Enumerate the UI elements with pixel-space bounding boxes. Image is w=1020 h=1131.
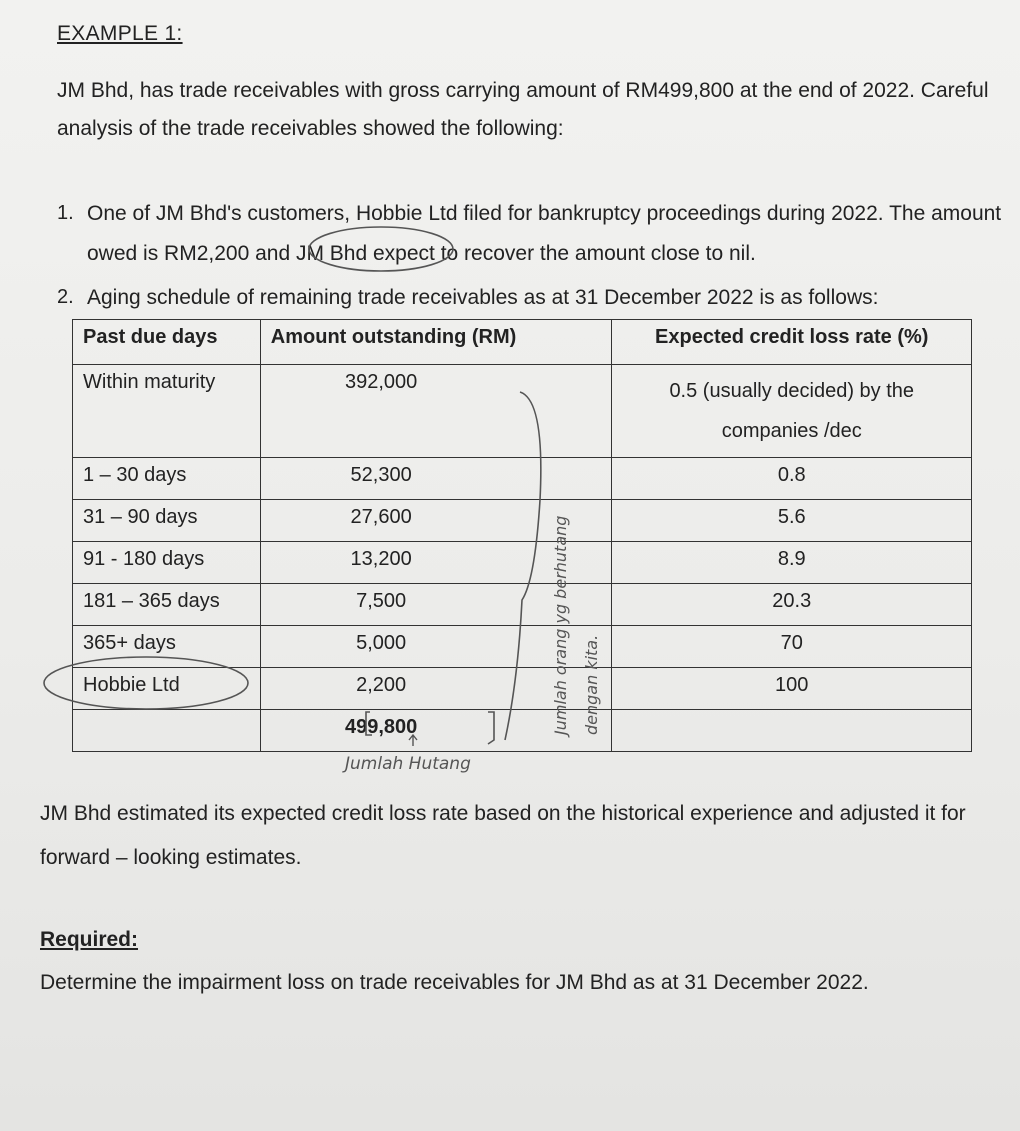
cell-rate: 5.6 xyxy=(612,500,972,542)
cell-days: Hobbie Ltd xyxy=(73,668,261,710)
cell-days: Within maturity xyxy=(73,365,261,458)
cell-days: 1 – 30 days xyxy=(73,458,261,500)
cell-rate: 70 xyxy=(612,626,972,668)
cell-amount: 5,000 xyxy=(260,626,612,668)
cell-rate: 8.9 xyxy=(612,542,972,584)
handwritten-vertical-note-1: Jumlah orang yg berhutang xyxy=(551,515,570,735)
cell-rate: 0.8 xyxy=(612,458,972,500)
closing-paragraph: JM Bhd estimated its expected credit loss rate based on the historical experience and adjusted it for forward – looking estimates. xyxy=(40,802,966,869)
list-item-number: 2. xyxy=(57,286,74,308)
arrow-up-icon xyxy=(409,735,417,746)
circle-around-amount xyxy=(309,227,453,271)
header-ecl-rate: Expected credit loss rate (%) xyxy=(612,320,972,365)
header-past-due-days: Past due days xyxy=(73,320,261,365)
cell-amount: 52,300 xyxy=(260,458,612,500)
cell-amount: 2,200 xyxy=(260,668,612,710)
cell-rate: 100 xyxy=(612,668,972,710)
circle-around-hobbie-ltd xyxy=(44,657,248,709)
cell-days: 181 – 365 days xyxy=(73,584,261,626)
bracket-left xyxy=(366,712,372,735)
cell-days: 91 - 180 days xyxy=(73,542,261,584)
cell-total-amount: 499,800 xyxy=(260,710,612,752)
cell-rate: 20.3 xyxy=(612,584,972,626)
cell-amount: 7,500 xyxy=(260,584,612,626)
required-label: Required: xyxy=(40,928,139,951)
bracket-right xyxy=(488,712,494,744)
brace-line xyxy=(505,392,541,740)
list-item-number: 1. xyxy=(57,202,74,224)
cell-amount: 392,000 xyxy=(260,365,612,458)
list-item-text: Aging schedule of remaining trade receivables as at 31 December 2022 is as follows: xyxy=(87,286,879,309)
cell-amount: 13,200 xyxy=(260,542,612,584)
intro-paragraph: JM Bhd, has trade receivables with gross carrying amount of RM499,800 at the end of 2022. Careful analysis of the trade receivables showed the following: xyxy=(57,79,989,140)
header-amount-outstanding: Amount outstanding (RM) xyxy=(260,320,612,365)
list-item-text: One of JM Bhd's customers, Hobbie Ltd filed for bankruptcy proceedings during 2022. The amount owed is RM2,200 and JM Bhd expect to recover the amount close to nil. xyxy=(87,202,1002,265)
handwritten-total-label: Jumlah Hutang xyxy=(345,754,471,774)
example-title: EXAMPLE 1: xyxy=(57,22,183,45)
cell-days: 31 – 90 days xyxy=(73,500,261,542)
cell-amount: 27,600 xyxy=(260,500,612,542)
handwritten-vertical-note-2: dengan kita. xyxy=(582,634,601,735)
required-text: Determine the impairment loss on trade receivables for JM Bhd as at 31 December 2022. xyxy=(40,971,869,994)
cell-rate: 0.5 (usually decided) by the companies /dec xyxy=(612,365,972,458)
cell-days: 365+ days xyxy=(73,626,261,668)
